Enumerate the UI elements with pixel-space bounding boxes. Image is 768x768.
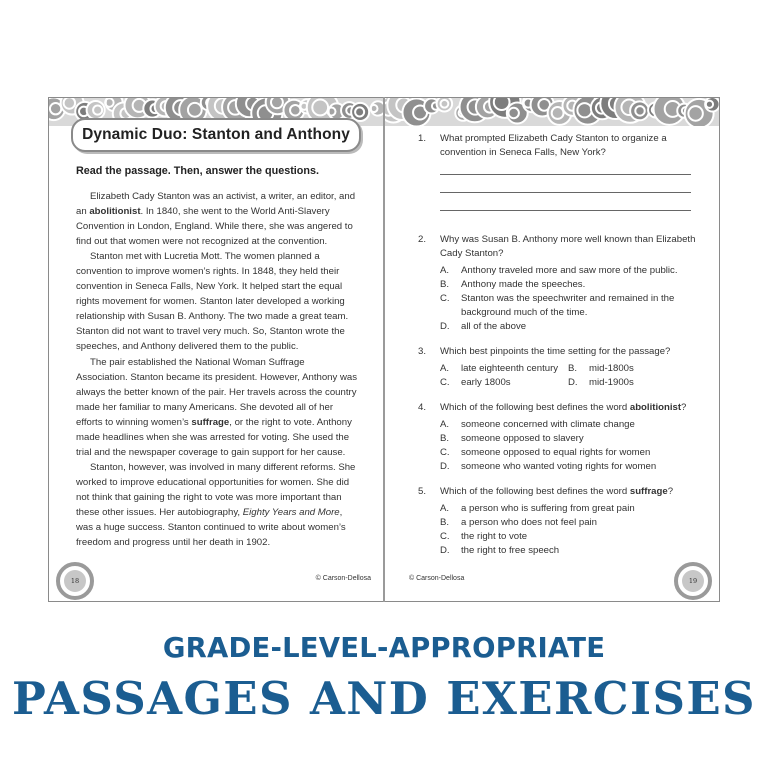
- passage-text: Stanton, however, was involved in many different reforms. She worked to improve educational opportunities for women. She did not think that gaining the right to vote was more important than these other issues. Her autobiography,: [76, 461, 356, 518]
- option-text: Stanton was the speechwriter and remained in the background much of the time.: [461, 293, 675, 318]
- answer-option[interactable]: [440, 460, 708, 474]
- bold-term: abolitionist: [629, 402, 682, 413]
- option-text: a person who does not feel pain: [461, 517, 598, 528]
- right-page: [384, 97, 720, 602]
- option-text: a person who is suffering from great pain: [461, 503, 635, 514]
- option-letter: A.: [440, 503, 450, 514]
- option-letter: B.: [440, 279, 450, 290]
- option-letter: B.: [440, 433, 450, 444]
- answer-option[interactable]: [440, 362, 568, 376]
- question: [418, 485, 708, 558]
- passage-text: The pair established the National Woman Suffrage Association. Stanton became its president. However, Anthony was always the better known of the pair. Her travels across the country made her familiar to many Americans. She devoted all of her efforts to winning women’s: [76, 356, 358, 428]
- option-text: early 1800s: [461, 377, 511, 388]
- question: [418, 233, 708, 334]
- answer-option[interactable]: [440, 502, 708, 516]
- page-number-badge: [56, 562, 94, 600]
- instructions: Read the passage. Then, answer the questions.: [76, 165, 319, 177]
- question-stem: [440, 485, 708, 499]
- copyright-credit: © Carson-Dellosa: [409, 575, 465, 582]
- option-row: [440, 362, 708, 376]
- passage-text: , was a huge success. Stanton continued to write about women’s freedom and progress until her death in 1902.: [76, 506, 346, 549]
- option-text: mid-1900s: [589, 377, 634, 388]
- option-text: the right to free speech: [461, 545, 560, 556]
- page-number: 18: [64, 570, 86, 592]
- option-letter: D.: [440, 461, 450, 472]
- bold-term: suffrage: [191, 416, 230, 428]
- question-number: 2.: [418, 234, 427, 245]
- answer-options: [440, 264, 708, 334]
- bold-term: abolitionist: [89, 206, 141, 218]
- option-text: Anthony made the speeches.: [461, 279, 586, 290]
- answer-option[interactable]: [440, 432, 708, 446]
- circle-pattern-banner: [384, 98, 719, 126]
- answer-options: [440, 418, 708, 474]
- decorative-circle: [630, 101, 649, 120]
- answer-options: [440, 362, 708, 390]
- stem-text: ?: [667, 486, 674, 497]
- question: [418, 132, 708, 211]
- answer-option[interactable]: [440, 544, 708, 558]
- option-letter: C.: [440, 531, 450, 542]
- option-letter: C.: [440, 447, 450, 458]
- option-text: someone who wanted voting rights for women: [461, 461, 657, 472]
- option-letter: A.: [440, 419, 450, 430]
- answer-option[interactable]: [568, 376, 634, 390]
- stem-text: Which best pinpoints the time setting for the passage?: [440, 346, 671, 357]
- passage-text: . In 1840, she went to the World Anti-Slavery Convention in London, England. While there, she was angered to find out that women were not recognized at the convention.: [76, 206, 353, 248]
- question-number: 4.: [418, 402, 427, 413]
- passage-paragraph: [76, 249, 358, 354]
- answer-option[interactable]: [440, 278, 708, 292]
- answer-option[interactable]: [440, 516, 708, 530]
- passage-text: , or the right to vote. Anthony made headlines when she was arrested for voting. She used the trial and the newspaper coverage to gain support for her cause.: [76, 416, 352, 458]
- question-stem: [440, 401, 708, 415]
- question: [418, 401, 708, 474]
- option-text: someone opposed to equal rights for women: [461, 447, 651, 458]
- passage-paragraph: [76, 189, 358, 249]
- option-text: someone opposed to slavery: [461, 433, 584, 444]
- italic-title: Eighty Years and More: [242, 506, 340, 518]
- page-number: 19: [682, 570, 704, 592]
- answer-line[interactable]: [440, 174, 691, 175]
- option-letter: A.: [440, 265, 450, 276]
- option-letter: D.: [440, 321, 450, 332]
- option-row: [440, 376, 708, 390]
- option-letter: D.: [440, 545, 450, 556]
- question-stem: [440, 132, 708, 160]
- passage-paragraph: [76, 355, 358, 460]
- question-number: 1.: [418, 133, 427, 144]
- option-letter: B.: [440, 517, 450, 528]
- page-title: Dynamic Duo: Stanton and Anthony: [82, 126, 350, 143]
- option-letter: C.: [440, 377, 450, 388]
- option-text: Anthony traveled more and saw more of the public.: [461, 265, 678, 276]
- answer-option[interactable]: [440, 418, 708, 432]
- option-letter: A.: [440, 363, 450, 374]
- stem-text: Which of the following best defines the word: [440, 402, 630, 413]
- question-stem: [440, 345, 708, 359]
- answer-option[interactable]: [440, 264, 708, 278]
- option-text: mid-1800s: [589, 363, 634, 374]
- answer-option[interactable]: [440, 320, 708, 334]
- bold-term: suffrage: [629, 486, 668, 497]
- answer-option[interactable]: [440, 530, 708, 544]
- book-spine: [383, 97, 385, 602]
- question-number: 5.: [418, 486, 427, 497]
- passage-text: Elizabeth Cady Stanton was an activist, a writer, an editor, and an: [76, 191, 356, 218]
- answer-line[interactable]: [440, 192, 691, 193]
- question-list: [418, 132, 708, 569]
- passage-text: Stanton met with Lucretia Mott. The women planned a convention to improve women’s rights. In 1848, they held their convention in Seneca Falls, New York. It helped start the equal rights movement for women. Stanton later developed a working relationship with Susan B. Anthony. The two made a great team. Stanton did not want to travel very much. So, Stanton wrote the speeches, and Anthony delivered them to the public.: [76, 251, 349, 353]
- copyright-credit: © Carson-Dellosa: [315, 575, 371, 582]
- answer-option[interactable]: [568, 362, 634, 376]
- workbook-spread: [48, 97, 720, 602]
- left-page: [48, 97, 384, 602]
- answer-options: [440, 502, 708, 558]
- answer-line[interactable]: [440, 210, 691, 211]
- option-letter: D.: [568, 377, 578, 388]
- reading-passage: [76, 189, 358, 550]
- title-banner: [71, 118, 361, 152]
- stem-text: ?: [681, 402, 687, 413]
- page-number-badge: [674, 562, 712, 600]
- option-letter: C.: [440, 293, 450, 304]
- passage-paragraph: [76, 460, 358, 550]
- headline-line-2: PASSAGES AND EXERCISES: [12, 672, 756, 725]
- headline-line-1: GRADE-LEVEL-APPROPRIATE: [162, 632, 606, 664]
- option-text: the right to vote: [461, 531, 528, 542]
- option-text: someone concerned with climate change: [461, 419, 635, 430]
- stem-text: What prompted Elizabeth Cady Stanton to organize a convention in Seneca Falls, New York?: [440, 133, 667, 158]
- answer-option[interactable]: [440, 376, 568, 390]
- question-stem: [440, 233, 708, 261]
- question: [418, 345, 708, 390]
- option-text: late eighteenth century: [461, 363, 559, 374]
- answer-option[interactable]: [440, 446, 708, 460]
- option-text: all of the above: [461, 321, 527, 332]
- decorative-circle: [351, 103, 369, 121]
- option-letter: B.: [568, 363, 578, 374]
- stem-text: Why was Susan B. Anthony more well known than Elizabeth Cady Stanton?: [440, 234, 696, 259]
- question-number: 3.: [418, 346, 427, 357]
- stem-text: Which of the following best defines the word: [440, 486, 630, 497]
- answer-option[interactable]: [440, 292, 708, 320]
